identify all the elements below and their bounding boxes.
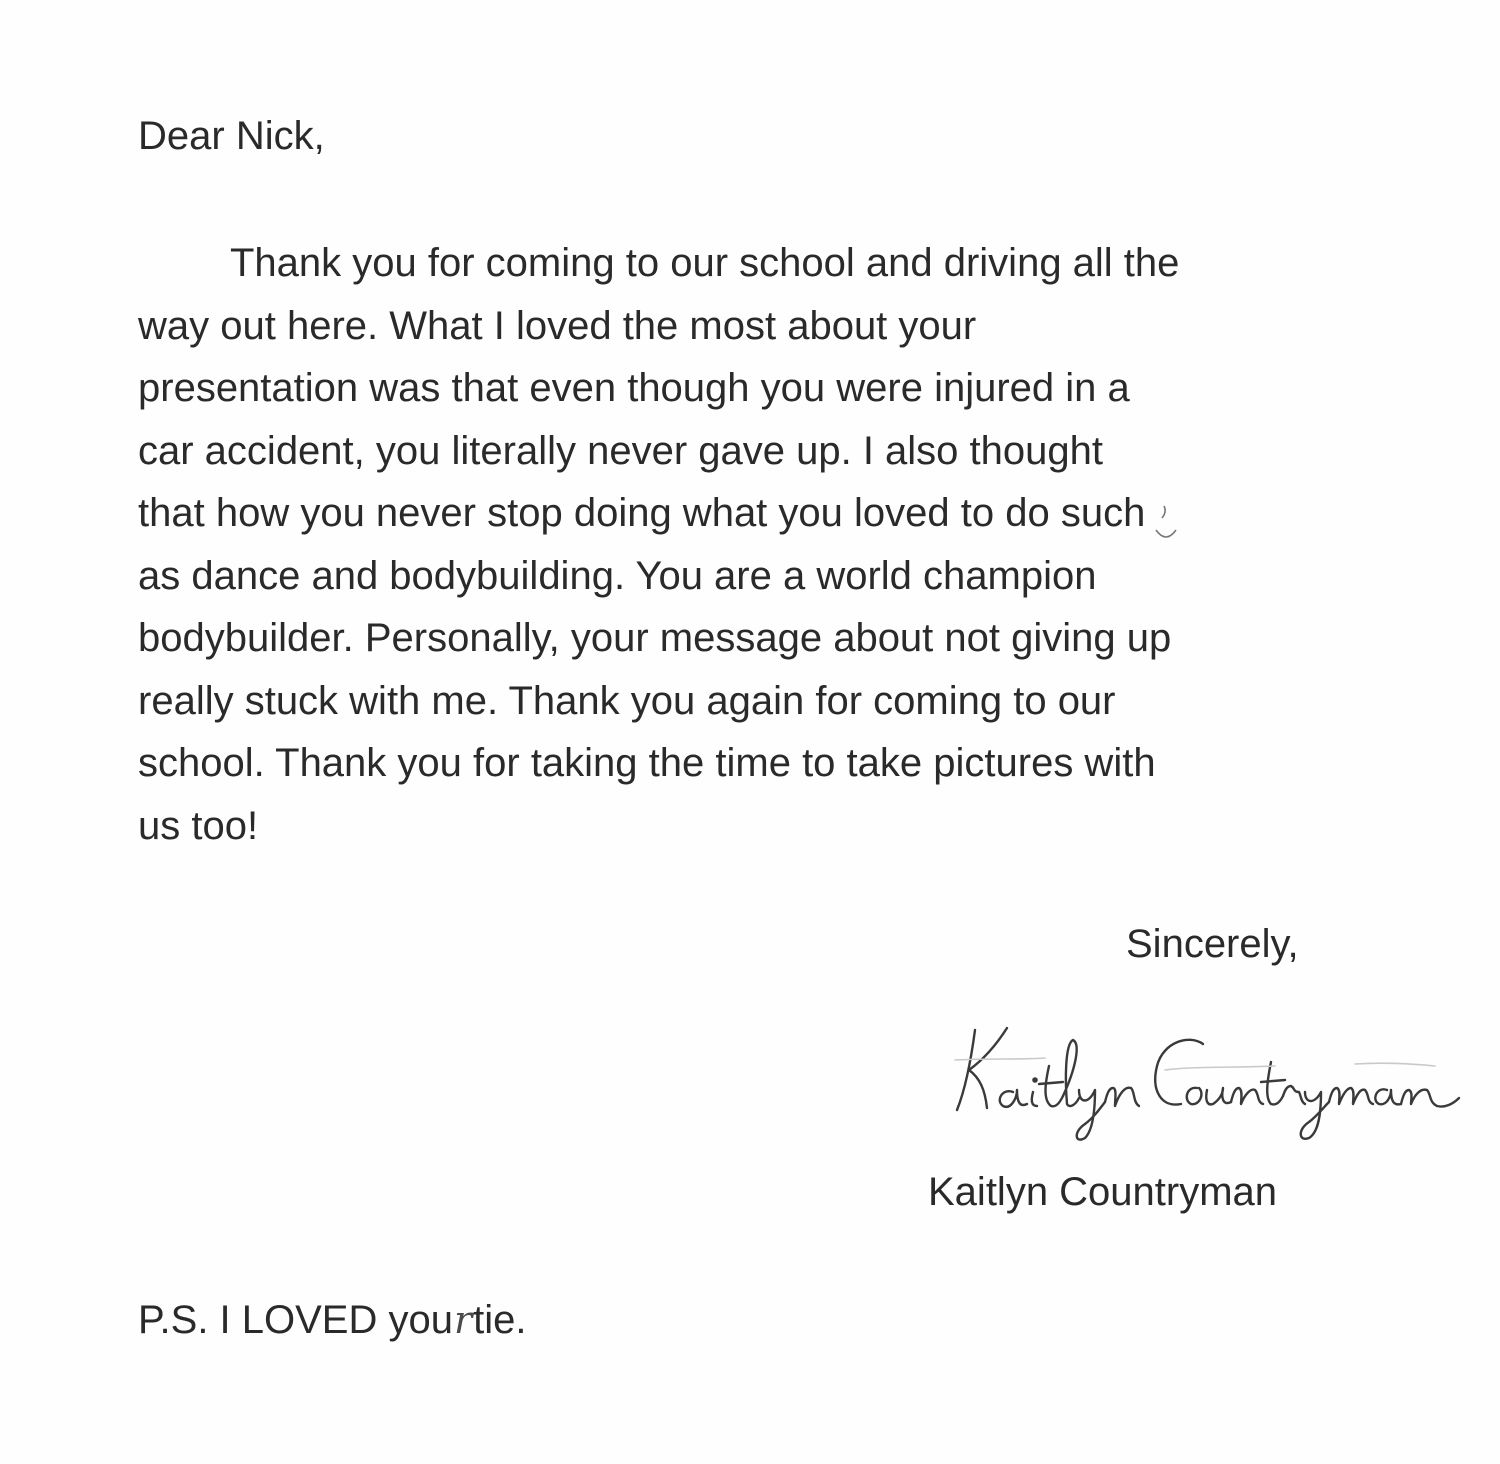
postscript-text-end: tie.	[473, 1298, 527, 1342]
body-line: Thank you for coming to our school and driving all the	[230, 241, 1180, 285]
pencil-comma-mark	[1150, 500, 1180, 550]
body-line: presentation was that even though you were injured in a	[138, 366, 1130, 410]
body-line: as dance and bodybuilding. You are a world champion	[138, 553, 1097, 598]
postscript-text: P.S. I LOVED you	[138, 1298, 453, 1342]
handwritten-signature	[935, 1000, 1495, 1150]
salutation: Dear Nick,	[138, 114, 325, 158]
body-line: really stuck with me. Thank you again for coming to our	[138, 678, 1116, 723]
body-line: car accident, you literally never gave up. I also thought	[138, 428, 1103, 473]
body-line: that how you never stop doing what you loved to do such	[138, 491, 1146, 535]
closing: Sincerely,	[1126, 922, 1299, 966]
body-line: school. Thank you for taking the time to take pictures with	[138, 741, 1156, 785]
body-line: way out here. What I loved the most about your	[138, 303, 977, 348]
body-line: bodybuilder. Personally, your message about not giving up	[138, 616, 1172, 660]
body-line: us too!	[138, 803, 259, 848]
postscript	[138, 1296, 527, 1344]
postscript-handwritten-insert: r	[453, 1298, 473, 1342]
signer-name: Kaitlyn Countryman	[928, 1170, 1278, 1214]
